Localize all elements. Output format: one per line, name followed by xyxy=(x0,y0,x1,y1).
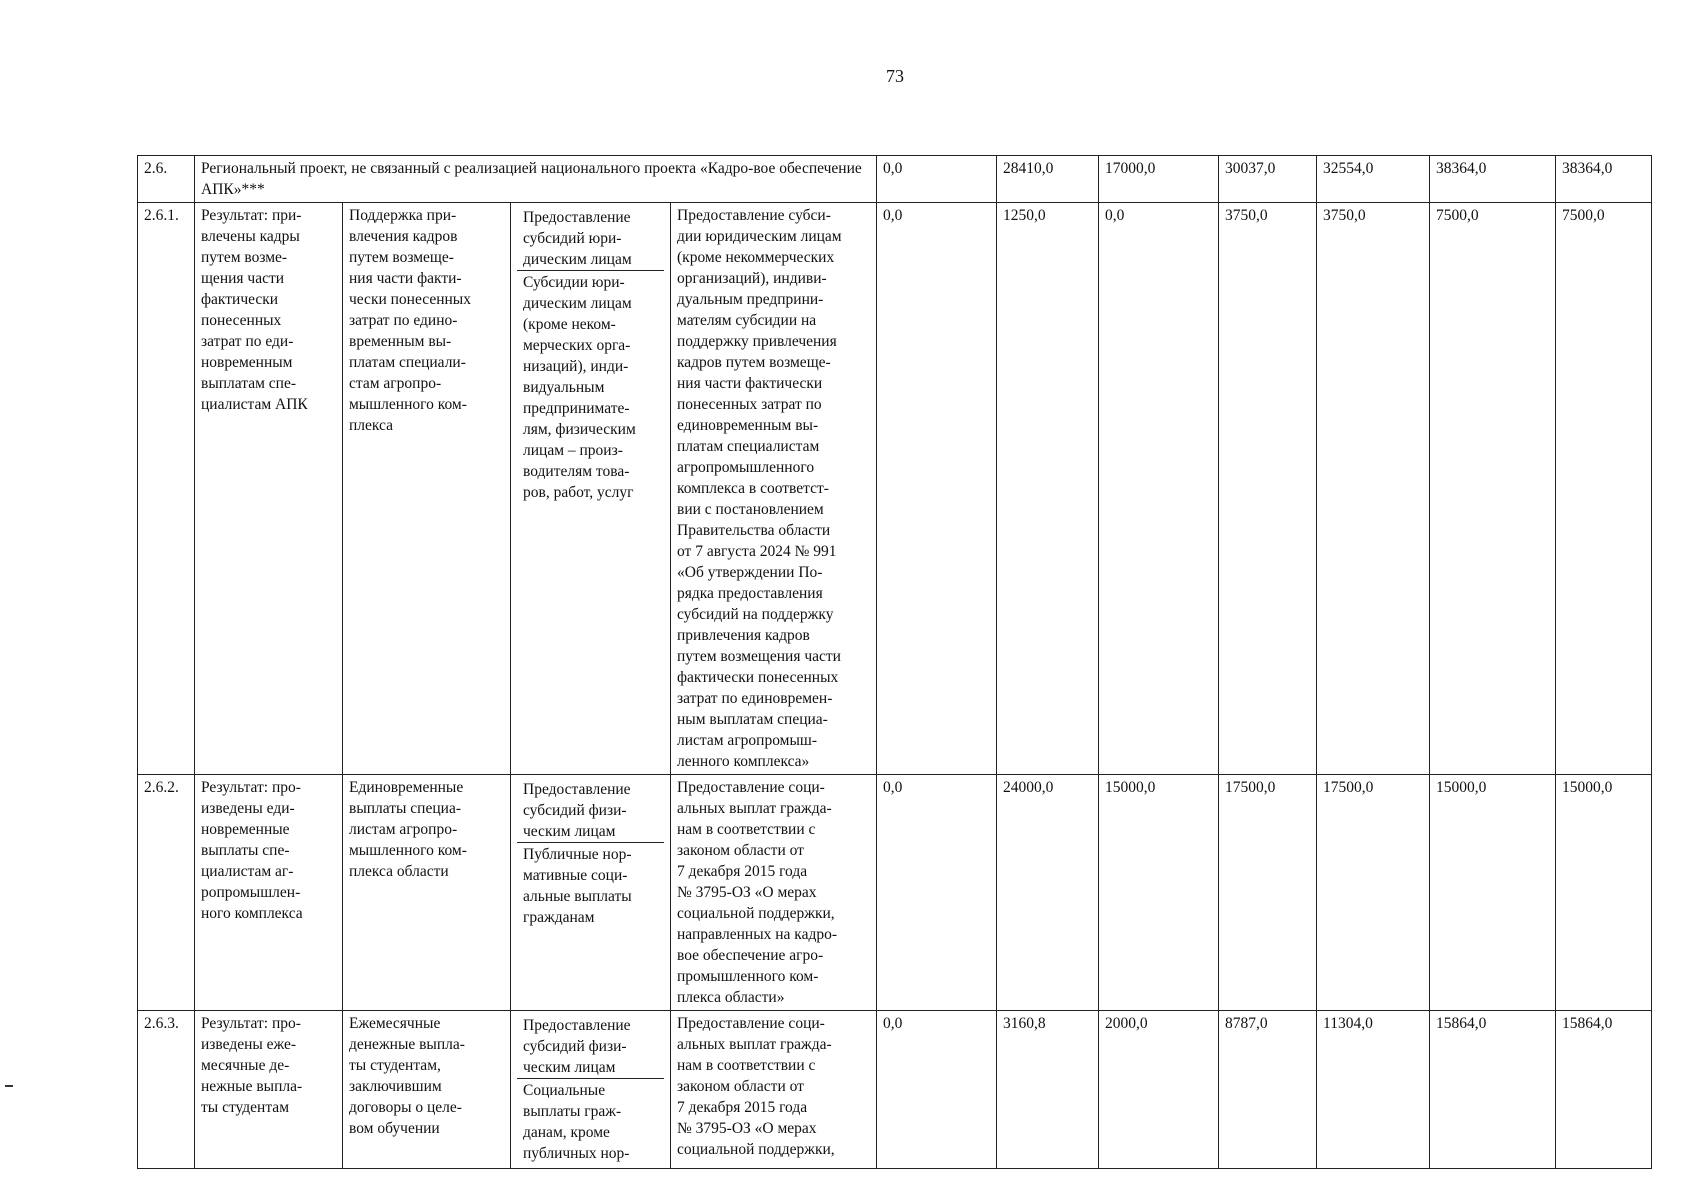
value-cell: 1250,0 xyxy=(997,203,1099,775)
value-cell: 15000,0 xyxy=(1099,775,1219,1011)
value-cell: 0,0 xyxy=(877,1011,997,1169)
value-cell: 3160,8 xyxy=(997,1011,1099,1169)
table-row xyxy=(138,203,1652,775)
row-code: 2.6.2. xyxy=(138,775,195,1011)
row-code: 2.6.1. xyxy=(138,203,195,775)
value-cell: 3750,0 xyxy=(1219,203,1317,775)
type-bottom: Субсидии юри- дическим лицам (кроме неком- мерческих орга- низаций), инди- видуальным предпринимате- лям, физическим лицам – произ- водителям това- ров, работ, услуг xyxy=(523,274,636,501)
value-cell: 0,0 xyxy=(877,775,997,1011)
value-cell: 0,0 xyxy=(877,156,997,203)
description-cell: Предоставление соци- альных выплат гражда- нам в соответствии с законом области от 7 декабря 2015 года № 3795-ОЗ «О мерах социальной поддержки, направленных на кадро- вое обеспечение агро- промышленного ком- плекса области» xyxy=(671,775,877,1011)
value-cell: 11304,0 xyxy=(1317,1011,1430,1169)
value-cell: 7500,0 xyxy=(1556,203,1652,775)
table-row-header xyxy=(138,156,1652,203)
value-cell: 7500,0 xyxy=(1430,203,1556,775)
result-cell: Результат: про- изведены еже- месячные де- нежные выпла- ты студентам xyxy=(195,1011,343,1169)
result-cell: Результат: при- влечены кадры путем возме- щения части фактически понесенных затрат по еди- новременным выплатам спе- циалистам АПК xyxy=(195,203,343,775)
type-cell xyxy=(511,775,671,1011)
value-cell: 0,0 xyxy=(1099,203,1219,775)
measure-cell: Ежемесячные денежные выпла- ты студентам, заключившим договоры о целе- вом обучении xyxy=(343,1011,511,1169)
value-cell: 24000,0 xyxy=(997,775,1099,1011)
value-cell: 15000,0 xyxy=(1556,775,1652,1011)
value-cell: 15864,0 xyxy=(1430,1011,1556,1169)
value-cell: 38364,0 xyxy=(1556,156,1652,203)
description-cell: Предоставление субси- дии юридическим лицам (кроме некоммерческих организаций), индиви- дуальным предприни- мателям субсидии на поддержку привлечения кадров путем возмеще- ния части фактически понесенных затрат по единовременным вы- платам специалистам агропромышленного комплекса в соответст- вии с постановлением Правительства области от 7 августа 2024 № 991 «Об утверждении По- рядка предоставления субсидий на поддержку привлечения кадров путем возмещения части фактически понесенных затрат по единовремен- ным выплатам специа- листам агропромыш- ленного комплекса» xyxy=(671,203,877,775)
type-bottom: Социальные выплаты граж- данам, кроме публичных нор- xyxy=(523,1082,630,1162)
table-row xyxy=(138,1011,1652,1169)
row-title: Региональный проект, не связанный с реализацией национального проекта «Кадро-вое обеспечение АПК»*** xyxy=(195,156,877,203)
value-cell: 3750,0 xyxy=(1317,203,1430,775)
type-top: Предоставление субсидий физи- ческим лицам xyxy=(517,1013,664,1079)
row-code: 2.6.3. xyxy=(138,1011,195,1169)
table-row xyxy=(138,775,1652,1011)
value-cell: 17000,0 xyxy=(1099,156,1219,203)
type-top: Предоставление субсидий физи- ческим лицам xyxy=(517,777,664,843)
value-cell: 38364,0 xyxy=(1430,156,1556,203)
value-cell: 32554,0 xyxy=(1317,156,1430,203)
value-cell: 15864,0 xyxy=(1556,1011,1652,1169)
margin-mark xyxy=(5,1085,13,1087)
value-cell: 2000,0 xyxy=(1099,1011,1219,1169)
row-code: 2.6. xyxy=(138,156,195,203)
type-cell xyxy=(511,1011,671,1169)
value-cell: 17500,0 xyxy=(1317,775,1430,1011)
type-top: Предоставление субсидий юри- дическим лицам xyxy=(517,205,664,271)
value-cell: 8787,0 xyxy=(1219,1011,1317,1169)
value-cell: 17500,0 xyxy=(1219,775,1317,1011)
page-number: 73 xyxy=(886,66,904,86)
value-cell: 30037,0 xyxy=(1219,156,1317,203)
type-cell xyxy=(511,203,671,775)
value-cell: 0,0 xyxy=(877,203,997,775)
type-bottom: Публичные нор- мативные соци- альные выплаты гражданам xyxy=(523,846,632,926)
measure-cell: Поддержка при- влечения кадров путем возмеще- ния части факти- чески понесенных затрат по едино- временным вы- платам специали- стам агропро- мышленного ком- плекса xyxy=(343,203,511,775)
measure-cell: Единовременные выплаты специа- листам агропро- мышленного ком- плекса области xyxy=(343,775,511,1011)
value-cell: 28410,0 xyxy=(997,156,1099,203)
result-cell: Результат: про- изведены еди- новременные выплаты спе- циалистам аг- ропромышлен- ного комплекса xyxy=(195,775,343,1011)
value-cell: 15000,0 xyxy=(1430,775,1556,1011)
description-cell: Предоставление соци- альных выплат гражда- нам в соответствии с законом области от 7 декабря 2015 года № 3795-ОЗ «О мерах социальной поддержки, xyxy=(671,1011,877,1169)
budget-table xyxy=(137,155,1652,1169)
